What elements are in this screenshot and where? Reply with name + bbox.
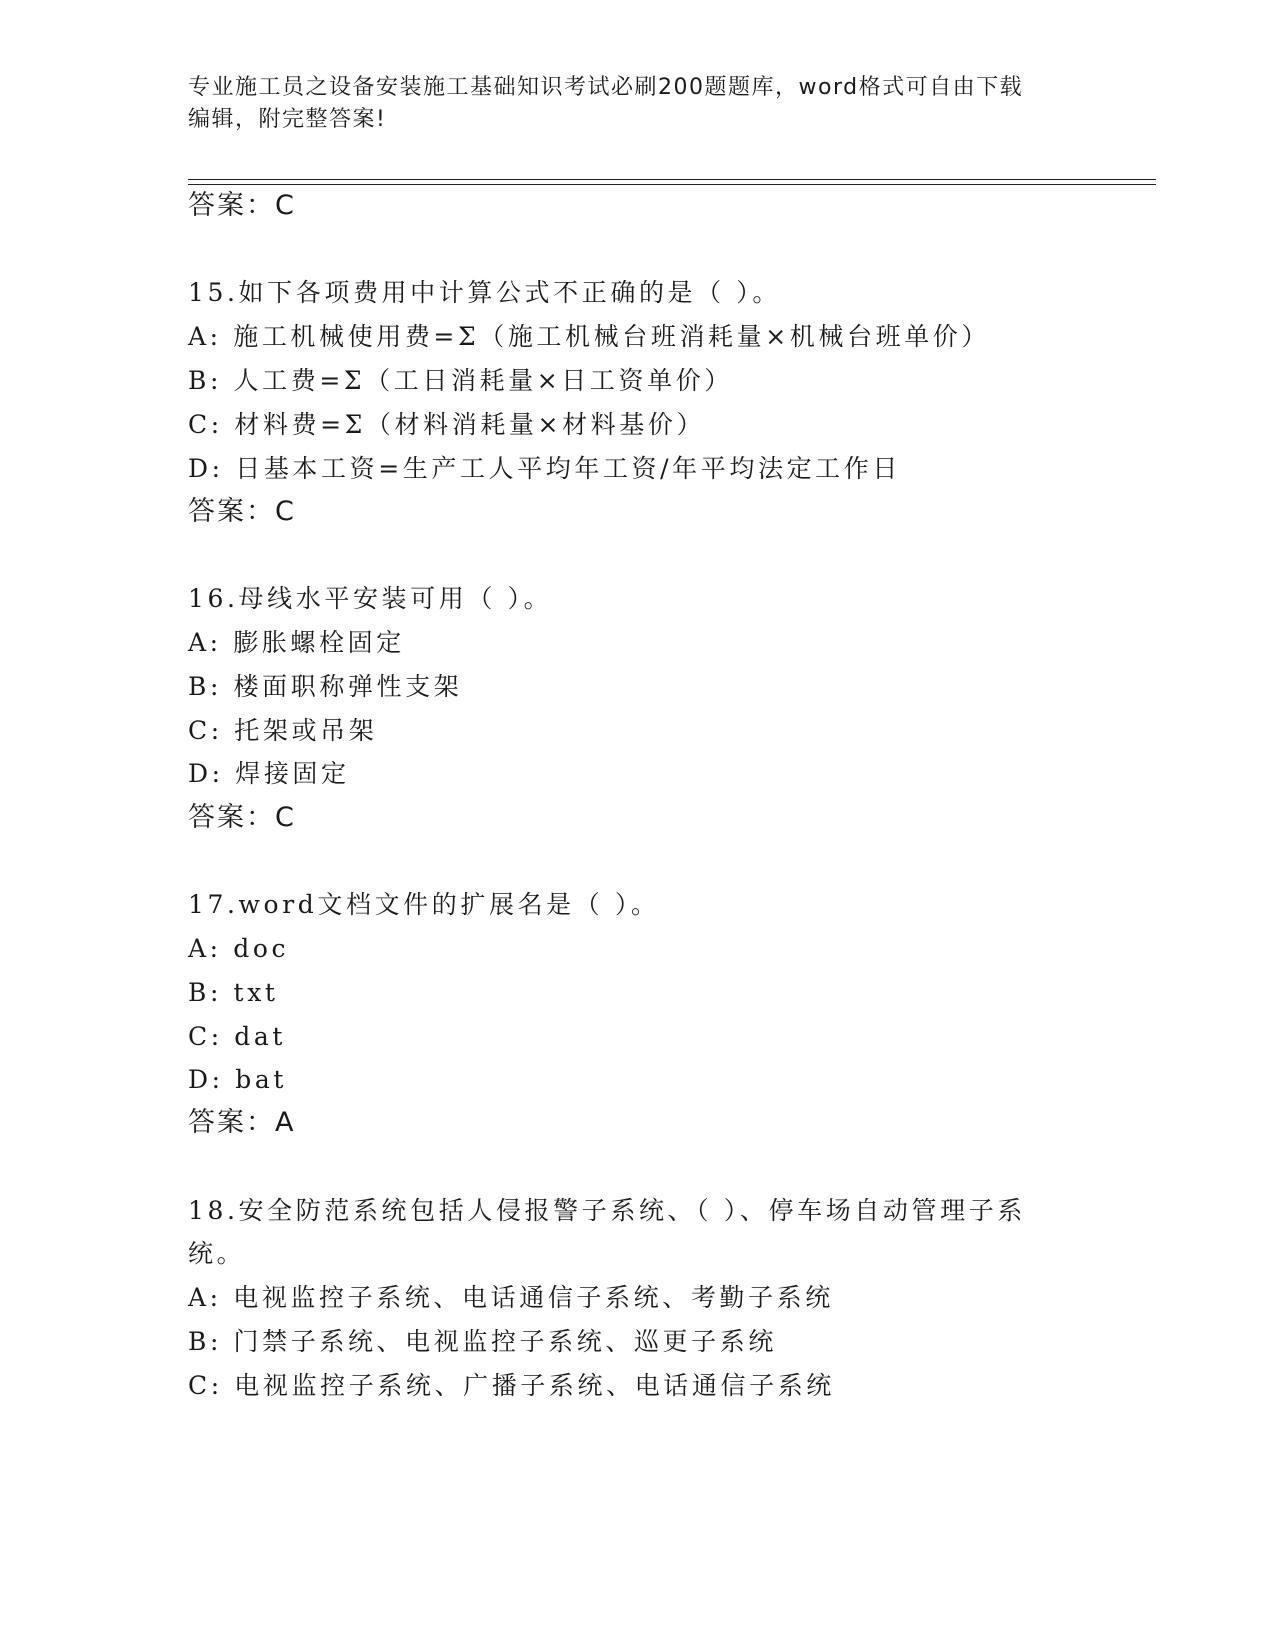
- question-16: 16.母线水平安装可用（ ）。: [188, 584, 553, 613]
- question-15: 15.如下各项费用中计算公式不正确的是（ ）。: [188, 278, 782, 307]
- header-divider-bottom: [188, 184, 1156, 185]
- q16-answer: 答案：C: [188, 802, 296, 833]
- q17-answer: 答案：A: [188, 1107, 296, 1138]
- q17-option-b: B: txt: [188, 978, 279, 1007]
- answer-previous: 答案：C: [188, 190, 296, 221]
- q18-option-c: C: 电视监控子系统、广播子系统、电话通信子系统: [188, 1371, 835, 1400]
- q18-option-a: A: 电视监控子系统、电话通信子系统、考勤子系统: [188, 1283, 834, 1312]
- header-divider-top: [188, 179, 1156, 180]
- header-line-1: 专业施工员之设备安装施工基础知识考试必刷200题题库，word格式可自由下载: [188, 75, 1024, 100]
- q17-option-d: D: bat: [188, 1065, 287, 1094]
- q16-option-a: A: 膨胀螺栓固定: [188, 628, 405, 657]
- document-header: [188, 72, 1088, 136]
- q16-option-d: D: 焊接固定: [188, 759, 350, 788]
- q15-option-d: D: 日基本工资=生产工人平均年工资/年平均法定工作日: [188, 454, 901, 483]
- q16-option-b: B: 楼面职称弹性支架: [188, 672, 463, 701]
- q15-option-c: C: 材料费=Σ（材料消耗量×材料基价）: [188, 410, 706, 439]
- q15-answer: 答案：C: [188, 496, 296, 527]
- q16-option-c: C: 托架或吊架: [188, 716, 378, 745]
- q15-option-a: A: 施工机械使用费=Σ（施工机械台班消耗量×机械台班单价）: [188, 322, 990, 351]
- q17-option-a: A: doc: [188, 934, 290, 963]
- header-line-2: 编辑，附完整答案!: [188, 107, 387, 132]
- q15-option-b: B: 人工费=Σ（工日消耗量×日工资单价）: [188, 366, 733, 395]
- question-18-line-1: 18.安全防范系统包括人侵报警子系统、（ ）、停车场自动管理子系: [188, 1196, 1026, 1225]
- q18-option-b: B: 门禁子系统、电视监控子系统、巡更子系统: [188, 1327, 777, 1356]
- question-18-line-2: 统。: [188, 1239, 246, 1268]
- q17-option-c: C: dat: [188, 1022, 287, 1051]
- question-17: 17.word文档文件的扩展名是（ ）。: [188, 890, 660, 919]
